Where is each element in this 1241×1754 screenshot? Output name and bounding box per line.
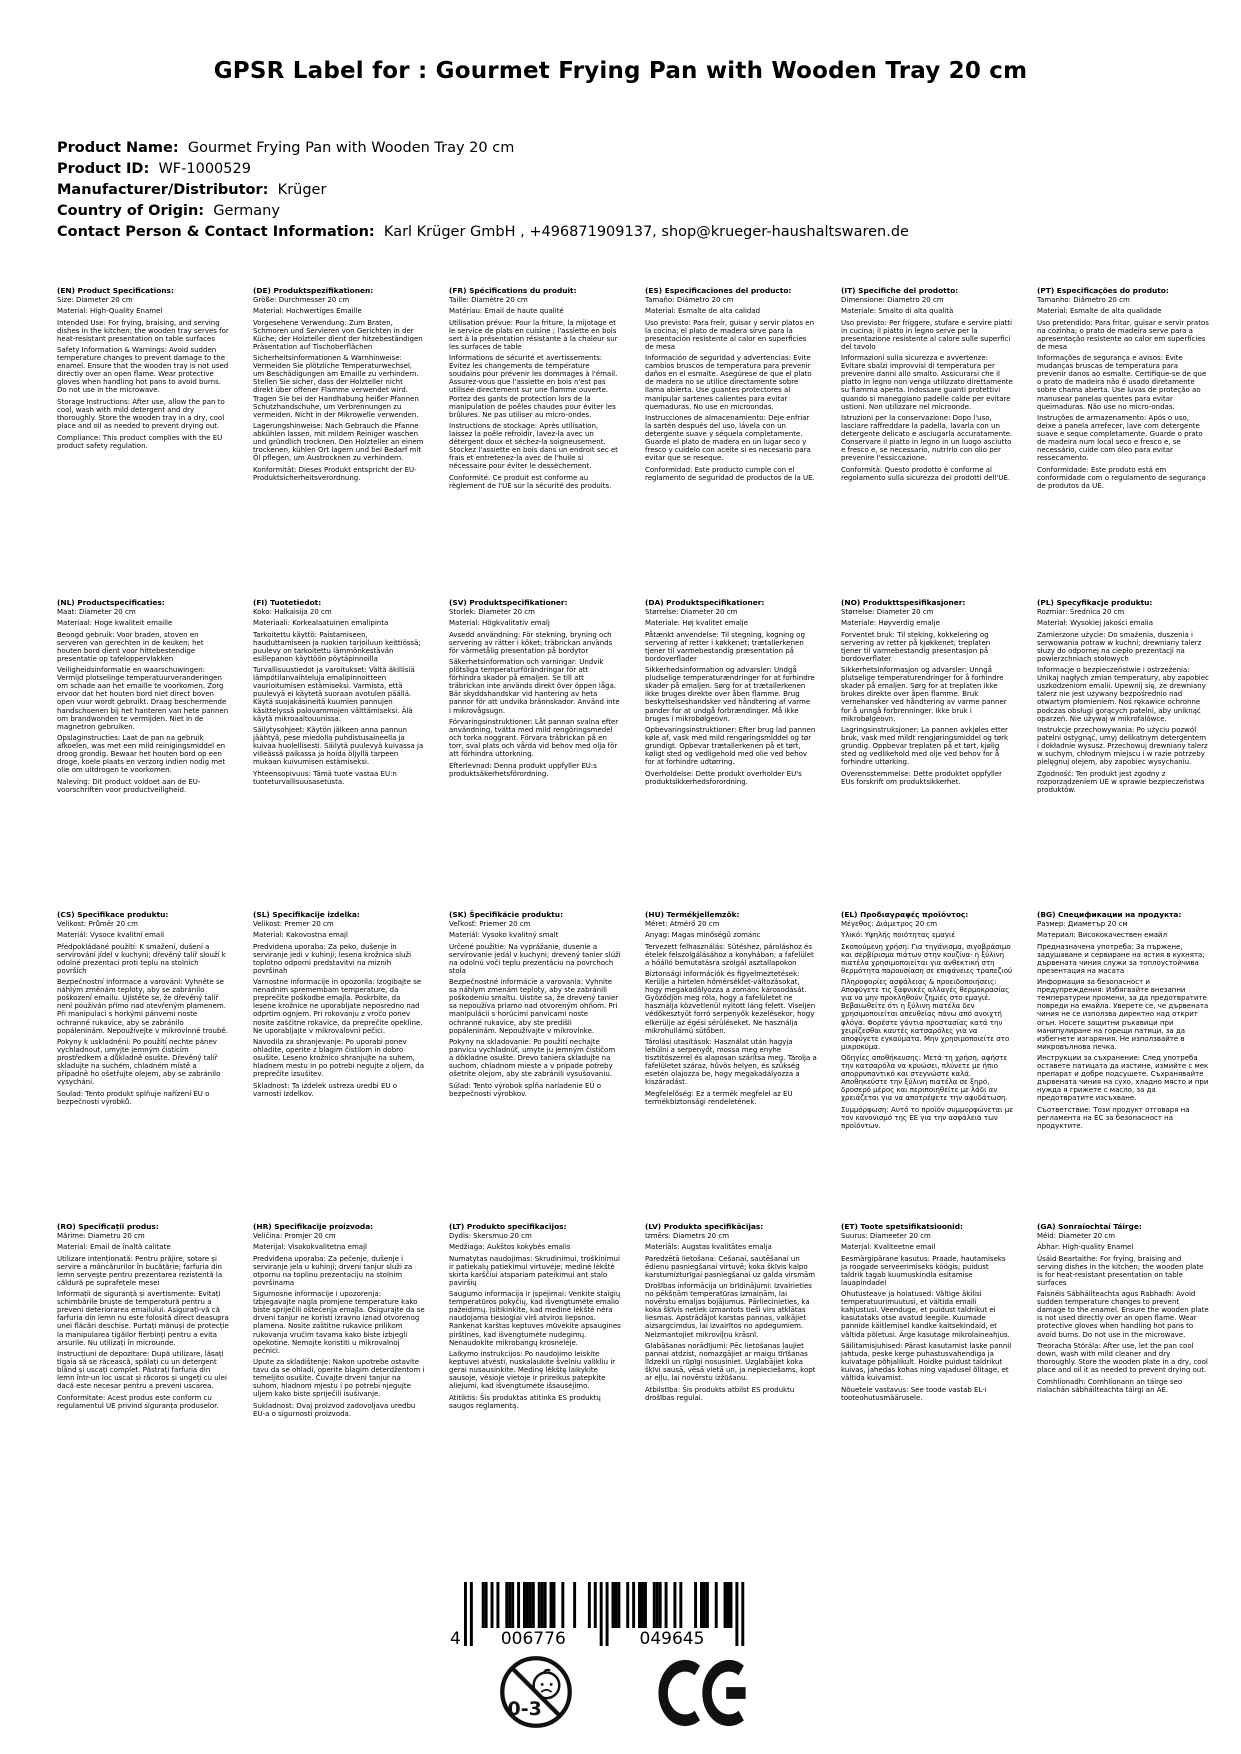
block-paragraph: Utilizare intenționată: Pentru prăjire, sotare și servire a mâncărurilor în bucătărie; farfuria din lemn servește pentru prezentarea rezistentă la căldură pe suprafețele mesei <box>57 1254 223 1287</box>
block-paragraph: Material: Esmalte de alta calidad <box>645 307 761 316</box>
block-paragraph: Säkerhetsinformation och varningar: Undvik plötsliga temperaturförändringar för att förhindra skador på emaljen. Se till att träbrickan inte används direkt över öppen låga. Bär skyddshandskar vid hantering av heta pannor för att undvika brännskador. Använd inte i mikrovågsugn. <box>449 658 620 715</box>
block-paragraph: Treoracha Stórála: After use, let the pan cool down, wash with mild cleaner and dry thoroughly. Store the wooden plate in a dry, cool place and oil it as needed to prevent drying out. <box>1037 1342 1208 1375</box>
block-header: (SL) Specifikacije izdelka: <box>253 910 360 919</box>
lang-block-el <box>841 911 1013 1223</box>
barcode-bar <box>561 1582 564 1628</box>
block-header: (DE) Produktspezifikationen: <box>253 286 374 295</box>
barcode-bar <box>573 1582 576 1628</box>
block-paragraph: Numatytas naudojimas: Skrudinimui, troškinimui ir patiekalų patiekimui virtuvėje; medinė lėkštė skirta karščiui atspariam pateikimui ant stalo paviršių <box>449 1254 620 1287</box>
block-paragraph: Beoogd gebruik: Voor braden, stoven en serveren van gerechten in de keuken; het houten bord dient voor hittebestendige presentatie op tafeloppervlakken <box>57 630 204 663</box>
product-info-row-0 <box>57 138 909 159</box>
barcode-bar <box>588 1582 591 1628</box>
barcode-bar <box>665 1582 668 1628</box>
barcode-bar <box>505 1582 508 1628</box>
block-paragraph: Информация за безопасност и предупреждения: Избягвайте внезапни температурни промени, за да предотвратите повреди на емайла. Уверете се, че дървената чиния не се използва директно над открит огън. Носете защитни ръкавици при манипулиране на горещи патици, за да избегнете изгаряния. Не използвайте в микровълнова печка. <box>1037 978 1209 1051</box>
barcode-bar <box>482 1582 485 1628</box>
block-paragraph: Información de seguridad y advertencias: Evite cambios bruscos de temperatura para prevenir daños en el esmalte. Asegúrese de que el plato de madera no se utilice directamente sobre llama abierta. Use guantes protectores al manipular sartenes calientes para evitar quemaduras. No use en microondas. <box>645 354 812 411</box>
barcode-bar <box>656 1582 659 1628</box>
barcode-bar <box>727 1582 730 1628</box>
product-info-value: Krüger <box>268 182 327 198</box>
block-header: (EL) Προδιαγραφές προϊόντος: <box>841 910 969 919</box>
block-paragraph: Biztonsági információk és figyelmeztetések: Kerülje a hirtelen hőmérséklet-változásokat, hogy megakadályozza a zománc károsodását. Győződjön meg róla, hogy a fafelületet ne használja közvetlenül nyitott láng felett. Viseljen védőkesztyűt forró serpenyők kezelésekor, hogy elkerülje az égési sérüléseket. Ne használja mikrohullámú sütőben. <box>645 970 816 1035</box>
barcode-bar <box>594 1582 597 1628</box>
language-blocks-grid <box>57 287 1233 1535</box>
block-paragraph: Rozmiar: Średnica 20 cm <box>1037 607 1125 616</box>
block-paragraph: Megfelelőség: Ez a termék megfelel az EU termékbiztonsági rendeletének. <box>645 1089 793 1106</box>
lang-block-no <box>841 599 1013 911</box>
lang-block-pt <box>1037 287 1209 599</box>
block-paragraph: Sigurnosne informacije i upozorenja: Izbjegavajte nagla promjene temperature kako biste spriječili oštećenja emajla. Osigurajte da se drveni tanjur ne koristi izravno iznad otvorenog plamena. Nosite zaštitne rukavice prilikom rukovanja vrućim tavama kako biste izbjegli opekotine. Nemojte koristiti u mikrovalnoj pećnici. <box>253 1290 425 1355</box>
barcode-bar <box>614 1582 617 1628</box>
block-header: (LT) Produkto specifikacijos: <box>449 1222 567 1231</box>
product-info <box>57 138 909 243</box>
block-paragraph: Eesmärgipärane kasutus: Praade, hautamiseks ja roogade serveerimiseks köögis; puidust taldrik tagab kuumuskindla esitamise lauapindadel <box>841 1254 1006 1287</box>
barcode-bar <box>612 1582 615 1628</box>
block-paragraph: Tamaño: Diámetro 20 cm <box>645 295 734 304</box>
block-paragraph: Säilytysohjeet: Käytön jälkeen anna pannun jäähtyä, pese miedolla puhdistusaineella ja kuivaa huolellisesti. Säilytä puulevyä kuivassa ja viileässä paikassa ja hoida öljyllä tarpeen mukaan kuivumisen estämiseksi. <box>253 726 424 767</box>
barcode-bar <box>496 1582 499 1628</box>
block-paragraph: Turvallisuustiedot ja varoitukset: Vältä äkillisiä lämpötilanvaihteluja emalipinnoitteen vaurioitumisen estämiseksi. Varmista, että puulevyä ei käytetä suoraan avotulen päällä. Käytä suojakäsineitä kuumien pannujen käsittelyssä palovammojen välttämiseksi. Älä käytä mikroaaltouunissa. <box>253 666 415 723</box>
block-paragraph: Οδηγίες αποθήκευσης: Μετά τη χρήση, αφήστε την κατσαρόλα να κρυώσει, πλύνετε με ήπιο απορρυπαντικό και στεγνώστε καλά. Αποθηκεύστε την ξύλινη πιατέλα σε ξηρό, δροσερό μέρος και περιποιηθείτε με λάδι αν χρειάζεται για να αποτρέψετε την αφυδάτωση. <box>841 1054 1008 1103</box>
block-paragraph: Инструкции за съхранение: След употреба оставете патицата да изстине, измийте с мек препарат и добре подсушете. Съхранявайте дървената чиния на сухо, хладно място и при нужда я грижете с масло, за да предотвратите изсъхване. <box>1037 1054 1209 1103</box>
block-paragraph: Istruzioni per la conservazione: Dopo l'uso, lasciare raffreddare la padella, lavarla con un detergente delicato e asciugarla accuratamente. Conservare il piatto in legno in un luogo asciutto e fresco e, se necessario, nutrirlo con olio per prevenire l'essiccazione. <box>841 414 1013 463</box>
barcode-bar <box>626 1582 629 1628</box>
block-paragraph: Materiale: Høyverdig emalje <box>841 619 940 628</box>
block-paragraph: Úsáid Beartaithe: For frying, braising and serving dishes in the kitchen; the wooden plate is for heat-resistant presentation on table surfaces <box>1037 1254 1204 1287</box>
block-paragraph: Suurus: Diameeter 20 cm <box>841 1231 931 1240</box>
block-header: (ES) Especificaciones del producto: <box>645 286 792 295</box>
barcode-bar <box>470 1582 473 1646</box>
barcode-bar <box>517 1582 520 1628</box>
block-paragraph: Υλικό: Υψηλής ποιότητας εμαγιέ <box>841 931 956 940</box>
block-paragraph: Sicherheitsinformationen & Warnhinweise: Vermeiden Sie plötzliche Temperaturwechsel, um Beschädigungen am Emaille zu verhindern. Stellen Sie sicher, dass der Holzteller nicht direkt über offener Flamme verwendet wird. Tragen Sie bei der Handhabung heißer Pfannen Schutzhandschuhe, um Verbrennungen zu vermeiden. Nicht in der Mikrowelle verwenden. <box>253 354 419 419</box>
block-paragraph: Efterlevnad: Denna produkt uppfyller EU:s produktsäkerhetsförordning. <box>449 761 597 778</box>
block-paragraph: Materiaal: Hoge kwaliteit emaille <box>57 619 173 628</box>
barcode-bar <box>600 1582 603 1646</box>
block-paragraph: Instrucțiuni de depozitare: După utilizare, lăsați tigaia să se răcească, spălați cu un detergent blând și uscați complet. Păstrați farfuria din lemn într-un loc uscat și răcoros și ungeți cu ulei dacă este necesar pentru a preveni uscarea. <box>57 1350 227 1391</box>
block-paragraph: Tamanho: Diâmetro 20 cm <box>1037 295 1130 304</box>
block-paragraph: Naleving: Dit product voldoet aan de EU-voorschriften voor productveiligheid. <box>57 777 201 794</box>
block-paragraph: Informazioni sulla sicurezza e avvertenze: Evitare sbalzi improvvisi di temperatura per prevenire danni allo smalto. Assicurarsi che il piatto in legno non venga utilizzato direttamente su fiamma aperta. Indossare guanti protettivi quando si maneggiano padelle calde per evitare ustioni. Non utilizzare nel microonde. <box>841 354 1013 411</box>
product-info-label: Country of Origin: <box>57 203 205 219</box>
block-paragraph: Material: Esmalte de alta qualidade <box>1037 307 1162 316</box>
block-paragraph: Säilitamisjuhised: Pärast kasutamist laske pannil jahtuda, peske kerge puhastusvahendiga ja kuivatage põhjalikult. Hoidke puidust taldrikut kuivas, jahedas kohas ning vajadusel õlitage, et vältida kuivamist. <box>841 1342 1012 1383</box>
block-paragraph: Material: Högkvalitativ emalj <box>449 619 550 628</box>
block-paragraph: Izmērs: Diametrs 20 cm <box>645 1231 730 1240</box>
block-paragraph: Veličina: Promjer 20 cm <box>253 1231 336 1240</box>
block-paragraph: Conformità: Questo prodotto è conforme al regolamento sulla sicurezza dei prodotti dell'UE. <box>841 465 1011 482</box>
product-info-value: Gourmet Frying Pan with Wooden Tray 20 cm <box>178 140 515 156</box>
product-info-row-1 <box>57 159 909 180</box>
lang-block-nl <box>57 599 229 911</box>
block-paragraph: Materiał: Wysokiej jakości emalia <box>1037 619 1153 628</box>
block-paragraph: Dydis: Skersmuo 20 cm <box>449 1231 532 1240</box>
barcode-bar <box>673 1582 676 1628</box>
block-paragraph: Veľkosť: Priemer 20 cm <box>449 919 531 928</box>
product-info-value: Germany <box>204 203 280 219</box>
barcode-bar <box>553 1582 556 1628</box>
block-header: (IT) Specifiche del prodotto: <box>841 286 959 295</box>
lang-block-es <box>645 287 817 599</box>
block-paragraph: Materiale: Smalto di alta qualità <box>841 307 954 316</box>
block-paragraph: Materiál: Vysoko kvalitný smalt <box>449 931 559 940</box>
barcode-bar <box>491 1582 494 1628</box>
block-paragraph: Upute za skladištenje: Nakon upotrebe ostavite tavu da se ohladi, operite blagim deterdžentom i temeljito osušite. Čuvajte drveni tanjur na suhom, hladnom mjestu i po potrebi njegujte uljem kako biste spriječili isušivanje. <box>253 1358 425 1399</box>
block-paragraph: Varnostne informacije in opozorila: Izogibajte se nenadnim spremembam temperature, da preprečite poškodbe emajla. Poskrbite, da lesene krožnice ne uporabljate neposredno nad odprtim ognjem. Pri rokovanju z vročo ponev nosite zaščitne rokavice, da preprečite opekline. Ne uporabljajte v mikrovalovni pečici. <box>253 978 423 1035</box>
block-header: (FI) Tuotetiedot: <box>253 598 322 607</box>
lang-block-cs <box>57 911 229 1223</box>
block-paragraph: Съответствие: Този продукт отговаря на регламента на ЕС за безопасност на продуктите. <box>1037 1106 1190 1131</box>
block-paragraph: Taille: Diamètre 20 cm <box>449 295 528 304</box>
block-paragraph: Πληροφορίες ασφάλειας & προειδοποιήσεις: Αποφύγετε τις ξαφνικές αλλαγές θερμοκρασίας για να μην προκληθούν ζημιές στο εμαγιέ. Βεβαιωθείτε ότι η ξύλινη πιατέλα δεν χρησιμοποιείται απευθείας πάνω από ανοιχτή φλόγα. Φορέστε γάντια προστασίας κατά την χειρίζεσθαι καυτές κατσαρόλες για να αποφύγετε εγκαύματα. Μην χρησιμοποιείτε στο μικροκύμα. <box>841 978 1010 1051</box>
block-paragraph: Conformitate: Acest produs este conform cu regulamentul UE privind siguranța produselor. <box>57 1393 219 1410</box>
block-paragraph: Conformidade: Este produto está em conformidade com o regulamento de segurança de produtos da UE. <box>1037 465 1206 490</box>
block-paragraph: Faisnéis Sábháilteachta agus Rabhadh: Avoid sudden temperature changes to prevent damage to the enamel. Ensure the wooden plate is not used directly over an open flame. Wear protective gloves when handling hot pans to avoid burns. Do not use in the microwave. <box>1037 1290 1209 1339</box>
block-paragraph: Storlek: Diameter 20 cm <box>449 607 535 616</box>
block-header: (SK) Špecifikácie produktu: <box>449 910 564 919</box>
block-paragraph: Atitiktis: Šis produktas atitinka ES produktų saugos reglamentą. <box>449 1393 601 1410</box>
lang-block-fr <box>449 287 621 599</box>
block-paragraph: Predvidena uporaba: Za peko, dušenje in serviranje jedi v kuhinji; lesena krožnica služi toplotno odporni predstavitvi na miznih površinah <box>253 942 412 975</box>
block-paragraph: Intended Use: For frying, braising, and serving dishes in the kitchen; the wooden tray serves for heat-resistant presentation on table surfaces <box>57 318 229 343</box>
block-paragraph: Veiligheidsinformatie en waarschuwingen: Vermijd plotselinge temperatuurveranderingen om schade aan het emaille te voorkomen. Zorg ervoor dat het houten bord niet direct boven open vuur wordt gebruikt. Draag beschermende handschoenen bij het hanteren van hete pannen om brandwonden te vermijden. Niet in de magnetron gebruiken. <box>57 666 229 731</box>
block-header: (NL) Productspecificaties: <box>57 598 165 607</box>
block-paragraph: Conformidad: Este producto cumple con el reglamento de seguridad de productos de la UE. <box>645 465 815 482</box>
block-paragraph: Comhlíonadh: Comhlíonann an táirge seo rialachán sábháilteachta táirgí an AE. <box>1037 1377 1183 1394</box>
block-paragraph: Uso pretendido: Para fritar, guisar e servir pratos na cozinha; o prato de madeira serve para a apresentação resistente ao calor em superfícies de mesa <box>1037 318 1209 351</box>
product-info-label: Product Name: <box>57 140 179 156</box>
block-paragraph: Ábhar: High-quality Enamel <box>1037 1243 1134 1252</box>
block-paragraph: Pokyny na skladovanie: Po použití nechajte panvicu vychladnúť, umyte ju jemným čističom a dôkladne osušte. Drevo taniera skladujte na suchom, chladnom mieste a v prípade potreby ošetrite olejom, aby ste zabránili vysušovaniu. <box>449 1038 616 1079</box>
block-paragraph: Nõuetele vastavus: See toode vastab EL-i tooteohutusmäärusele. <box>841 1385 987 1402</box>
barcode-bar <box>632 1582 635 1628</box>
barcode-bar <box>544 1582 547 1628</box>
block-paragraph: Материал: Висококачествен емайл <box>1037 931 1168 940</box>
block-paragraph: Ohutusteave ja hoiatused: Vältige äkilisi temperatuurimuutusi, et vältida emaili kahjustusi. Veenduge, et puidust taldrikut ei kasutataks otse avatud leegile. Kuumade pannide käitlemisel kandke kaitsekindaid, et vältida põletusi. Ärge kasutage mikrolaineahjus. <box>841 1290 1010 1339</box>
block-paragraph: Materiaali: Korkealaatuinen emalipinta <box>253 619 389 628</box>
block-paragraph: Velikost: Premer 20 cm <box>253 919 334 928</box>
product-info-value: WF-1000529 <box>149 161 251 177</box>
lang-block-hr <box>253 1223 425 1535</box>
product-info-row-2 <box>57 180 909 201</box>
block-paragraph: Overensstemmelse: Dette produktet oppfyller EUs forskrift om produktsikkerhet. <box>841 769 1003 786</box>
lang-block-sk <box>449 911 621 1223</box>
block-paragraph: Instruções de armazenamento: Após o uso, deixe a panela arrefecer, lave com detergente suave e seque completamente. Guarde o prato de madeira num local seco e fresco e, se necessário, cuide com óleo para evitar ressecamento. <box>1037 414 1203 463</box>
barcode-bar <box>694 1582 697 1628</box>
barcode-bar <box>508 1582 511 1628</box>
barcode-bar <box>641 1582 644 1628</box>
block-paragraph: Förvaringsinstruktioner: Låt pannan svalna efter användning, tvätta med mild rengöringsmedel och torka noggrant. Förvara träbrickan på en torr, sval plats och vårda vid behov med olja för att förhindra uttorkning. <box>449 718 619 759</box>
block-paragraph: Materjal: Kvaliteetne email <box>841 1243 936 1252</box>
block-header: (HR) Specifikacije proizvoda: <box>253 1222 374 1231</box>
block-paragraph: Bezpečnostní informace a varování: Vyhněte se náhlým změnám teploty, aby se zabránilo poškození emailu. Ujistěte se, že dřevěný talíř není používán přímo nad otevřeným plamenem. Při manipulaci s horkými pánvemi noste ochranné rukavice, aby se zabránilo popáleninám. Nepoužívejte v mikrovlnné troubě. <box>57 978 228 1035</box>
block-paragraph: Matériau: Émail de haute qualité <box>449 307 564 316</box>
block-paragraph: Påtænkt anvendelse: Til stegning, kogning og servering af retter i køkkenet; trætallerkenen tjener til varmebestandig præsentation på bordoverflader <box>645 630 805 663</box>
block-paragraph: Størrelse: Diameter 20 cm <box>645 607 738 616</box>
product-info-label: Contact Person & Contact Information: <box>57 224 375 240</box>
lang-block-fi <box>253 599 425 911</box>
block-paragraph: Drošības informācija un brīdinājumi: Izvairieties no pēkšņām temperatūras izmaiņām, lai novērstu emaljas bojājumus. Pārliecinieties, ka koka šķīvis netiek izmantots tieši virs atklātas liesmas. Apstrādājot karstas pannas, valkājiet aizsargcimdus, lai izvairītos no apdegumiem. Neizmantojiet mikroviļņu krāsnī. <box>645 1282 812 1339</box>
block-header: (PL) Specyfikacje produktu: <box>1037 598 1153 607</box>
block-paragraph: Storage Instructions: After use, allow the pan to cool, wash with mild detergent and dry thoroughly. Store the wooden tray in a dry, cool place and oil as needed to prevent drying out. <box>57 398 225 431</box>
block-paragraph: Lagerungshinweise: Nach Gebrauch die Pfanne abkühlen lassen, mit mildem Reiniger waschen und gründlich trocknen. Den Holzteller an einem trockenen, kühlen Ort lagern und bei Bedarf mit Öl pflegen, um Austrocknen zu verhindern. <box>253 422 424 463</box>
barcode-bar <box>703 1582 706 1628</box>
block-paragraph: Materiale: Høj kvalitet emalje <box>645 619 749 628</box>
block-paragraph: Material: Kakovostna emajl <box>253 931 348 940</box>
block-paragraph: Súlad: Tento výrobok spĺňa nariadenie EÚ o bezpečnosti výrobkov. <box>449 1081 602 1098</box>
block-paragraph: Forventet bruk: Til steking, kokkelering og servering av retter på kjøkkenet; treplaten tjener til varmebestandig presentasjon på bordoverflater <box>841 630 991 663</box>
lang-block-sv <box>449 599 621 911</box>
block-paragraph: Materijal: Visokokvalitetna emajl <box>253 1243 367 1252</box>
block-paragraph: Μέγεθος: Διάμετρος 20 cm <box>841 919 938 928</box>
page-title: GPSR Label for : Gourmet Frying Pan with Wooden Tray 20 cm <box>213 58 1028 84</box>
product-info-label: Product ID: <box>57 161 150 177</box>
block-paragraph: Utilisation prévue: Pour la friture, la mijotage et le service de plats en cuisine ; l'assiette en bois sert à la présentation résistante à la chaleur sur les surfaces de table <box>449 318 618 351</box>
ce-letter-c <box>663 1666 697 1720</box>
barcode-bar <box>715 1582 718 1628</box>
block-paragraph: Uso previsto: Per friggere, stufare e servire piatti in cucina; il piatto in legno serve per la presentazione resistente al calore sulle superfici del tavolo <box>841 318 1013 351</box>
barcode-bar <box>735 1582 738 1646</box>
age-range-label: 0-3 <box>507 1697 542 1720</box>
ean-barcode-svg <box>448 1582 748 1648</box>
block-paragraph: Размер: Диаметър 20 см <box>1037 919 1128 928</box>
barcode-bar <box>644 1582 647 1628</box>
product-info-row-3 <box>57 201 909 222</box>
barcode-bar <box>529 1582 532 1628</box>
block-paragraph: Sukladnost: Ovaj proizvod zadovoljava uredbu EU-a o sigurnosti proizvoda. <box>253 1401 416 1418</box>
block-paragraph: Instrucciones de almacenamiento: Deje enfriar la sartén después del uso, lávela con un detergente suave y séquela completamente. Guarde el plato de madera en un lugar seco y fresco y cuídelo con aceite si es necesario para evitar que se reseque. <box>645 414 811 463</box>
block-header: (HU) Termékjellemzők: <box>645 910 740 919</box>
barcode-bar <box>541 1582 544 1628</box>
block-paragraph: Pokyny k uskladnění: Po použití nechte pánev vychladnout, umyjte jemným čisticím prostředkem a důkladně osušte. Dřevěný talíř skladujte na suchém, chladném místě a případně ho ošetřujte olejem, aby se zabránilo vysychání. <box>57 1038 221 1087</box>
age-warning-0-3-icon <box>498 1654 574 1734</box>
lang-block-lv <box>645 1223 817 1535</box>
lang-block-pl <box>1037 599 1209 911</box>
block-paragraph: Materiāls: Augstas kvalitātes emalja <box>645 1243 772 1252</box>
lang-block-et <box>841 1223 1013 1535</box>
lang-block-lt <box>449 1223 621 1535</box>
barcode-bar <box>638 1582 641 1628</box>
barcode-bar <box>511 1582 514 1628</box>
barcode-bar <box>532 1582 535 1628</box>
block-paragraph: Vorgesehene Verwendung: Zum Braten, Schmoren und Servieren von Gerichten in der Küche; der Holzteller dient der hitzebeständigen Präsentation auf Tischoberflächen <box>253 318 423 351</box>
block-header: (PT) Especificações do produto: <box>1037 286 1169 295</box>
block-paragraph: Glabāšanas norādījumi: Pēc lietošanas ļaujiet pannai atdzist, nomazgājiet ar maigu tīrīšanas līdzekli un rūpīgi nosusiniet. Uzglabājiet koka šķīvi sausā, vēsā vietā un, ja nepieciešams, kopt ar eļļu, lai novērstu izžūšanu. <box>645 1342 816 1383</box>
barcode-bar <box>538 1582 541 1628</box>
block-paragraph: Størrelse: Diameter 20 cm <box>841 607 934 616</box>
product-info-label: Manufacturer/Distributor: <box>57 182 269 198</box>
lang-block-de <box>253 287 425 599</box>
block-paragraph: Tarkoitettu käyttö: Paistamiseen, hauduttamiseen ja ruokien tarjoiluun keittiössä; puulevy on tarkoitettu lämmönkestävän esillepanon käyttöön pöytäpinnoilla <box>253 630 421 663</box>
block-paragraph: Yhteensopivuus: Tämä tuote vastaa EU:n tuoteturvallisuusasetusta. <box>253 769 397 786</box>
block-paragraph: Material: High-Quality Enamel <box>57 307 163 316</box>
block-paragraph: Koko: Halkaisija 20 cm <box>253 607 332 616</box>
barcode-digits-right: 049645 <box>639 1629 705 1648</box>
block-paragraph: Συμμόρφωση: Αυτό το προϊόν συμμορφώνεται με τον κανονισμό της ΕΕ για την ασφάλεια των προϊόντων. <box>841 1106 1014 1131</box>
block-paragraph: Zamierzone użycie: Do smażenia, duszenia i serwowania potraw w kuchni; drewniany talerz służy do odpornej na ciepło prezentacji na powierzchniach stołowych <box>1037 630 1202 663</box>
barcode-bar <box>464 1582 467 1646</box>
block-paragraph: Instructions de stockage: Après utilisation, laissez la poêle refroidir, lavez-la avec un détergent doux et séchez-la soigneusement. Stockez l'assiette en bois dans un endroit sec et frais et entretenez-la avec de l'huile si nécessaire pour éviter le dessèchement. <box>449 422 618 471</box>
block-paragraph: Materiál: Vysoce kvalitní email <box>57 931 165 940</box>
barcode-bar <box>526 1582 529 1628</box>
lang-block-sl <box>253 911 425 1223</box>
block-paragraph: Atbilstība: Šis produkts atbilst ES produktu drošības regulai. <box>645 1385 795 1402</box>
lang-block-it <box>841 287 1013 599</box>
block-paragraph: Informações de segurança e avisos: Evite mudanças bruscas de temperatura para prevenir danos ao esmalte. Certifique-se de que o prato de madeira não é usado diretamente sobre chama aberta. Use luvas de proteção ao manusear panelas quentes para evitar queimaduras. Não use no micro-ondas. <box>1037 354 1207 411</box>
barcode-bar <box>523 1582 526 1628</box>
block-paragraph: Dimensione: Diametro 20 cm <box>841 295 944 304</box>
block-paragraph: Uso previsto: Para freír, guisar y servir platos en la cocina; el plato de madera sirve para la presentación resistente al calor en superficies de mesa <box>645 318 815 351</box>
barcode-bar <box>550 1582 553 1628</box>
block-paragraph: Opslaginstructies: Laat de pan na gebruik afkoelen, was met een mild reinigingsmiddel en droog grondig. Bewaar het houten bord op een droge, koele plaats en verzorg indien nodig met olie om uitdrogen te voorkomen. <box>57 734 226 775</box>
block-paragraph: Anyag: Magas minőségű zománc <box>645 931 761 940</box>
block-paragraph: Velikost: Průměr 20 cm <box>57 919 138 928</box>
block-paragraph: Conformité: Ce produit est conforme au règlement de l'UE sur la sécurité des produits. <box>449 473 612 490</box>
block-paragraph: Size: Diameter 20 cm <box>57 295 133 304</box>
block-paragraph: Určené použitie: Na vyprážanie, dusenie a servírovanie jedál v kuchyni; drevený tanier slúži na odolnú voči teplu prezentáciu na povrchoch stola <box>449 942 621 975</box>
product-info-row-4 <box>57 222 909 243</box>
barcode-digits-left: 006776 <box>500 1629 566 1648</box>
block-paragraph: Paredzētā lietošana: Cešanai, sautēšanai un ēdienu pasniegšanai virtuvē; koka šķīvis kalpo karstumizturīgai pasniegšanai uz galda virsmām <box>645 1254 816 1279</box>
block-header: (BG) Спецификации на продукта: <box>1037 910 1182 919</box>
block-paragraph: Méret: Átmérő 20 cm <box>645 919 720 928</box>
barcode-bar <box>617 1582 620 1628</box>
block-paragraph: Mărime: Diametru 20 cm <box>57 1231 145 1240</box>
lang-block-en <box>57 287 229 599</box>
block-header: (ET) Toote spetsifikatsioonid: <box>841 1222 963 1231</box>
lang-block-bg <box>1037 911 1209 1223</box>
block-paragraph: Größe: Durchmesser 20 cm <box>253 295 350 304</box>
barcode-bar <box>659 1582 662 1628</box>
block-paragraph: Informacje o bezpieczeństwie i ostrzeżenia: Unikaj nagłych zmian temperatury, aby zapobiec uszkodzeniom emalii. Upewnij się, że drewniany talerz nie jest używany bezpośrednio nad otwartym płomieniem. Noś rękawice ochronne podczas obsługi gorących patelni, aby uniknąć oparzeń. Nie używaj w mikrofalówce. <box>1037 666 1209 723</box>
block-paragraph: Safety Information & Warnings: Avoid sudden temperature changes to prevent damage to the enamel. Ensure that the wooden tray is not used directly over an open flame. Wear protective gloves when handling hot pans to avoid burns. Do not use in the microwave. <box>57 346 229 395</box>
block-header: (CS) Specifikace produktu: <box>57 910 169 919</box>
block-paragraph: Sikkerhedsinformation og advarsler: Undgå pludselige temperaturændringer for at forhindre skader på emaljen. Sørg for at trætallerkenen ikke bruges direkte over åben flamme. Brug beskyttelseshandsker ved håndtering af varme pander for at undgå forbrændinger. Må ikke bruges i mikrobølgeovn. <box>645 666 815 723</box>
block-paragraph: Σκοπούμενη χρήση: Για τηγάνισμα, σιγοβράσιμο και σερβίρισμα πιάτων στην κουζίνα· η ξύλινη πιατέλα χρησιμοποιείται για ανθεκτική στη θερμότητα παρουσίαση σε επιφάνειες τραπεζιού <box>841 942 1013 975</box>
block-paragraph: Laikymo instrukcijos: Po naudojimo leiskite keptuvei atvėsti, nuskalaukite švelniu valikliu ir gerai nusausinkite. Medinę lėkštę laikykite sausoje, vėsioje vietoje ir prireikus patepkite aliejumi, kad išvengtumėte išsausėjimo. <box>449 1350 616 1391</box>
block-header: (DA) Produktspecifikationer: <box>645 598 765 607</box>
ce-mark-icon <box>656 1658 750 1732</box>
lang-block-da <box>645 599 817 911</box>
block-paragraph: Navodila za shranjevanje: Po uporabi ponev ohladite, operite z blagim čistilom in dobro osušite. Leseno krožnico shranjujte na suhem, hladnem mestu in po potrebi negujte z oljem, da preprečite izsušitev. <box>253 1038 424 1079</box>
lang-block-ro <box>57 1223 229 1535</box>
barcode-bar <box>724 1582 727 1628</box>
block-paragraph: Soulad: Tento produkt splňuje nařízení EU o bezpečnosti výrobků. <box>57 1089 210 1106</box>
lang-block-hu <box>645 911 817 1223</box>
block-paragraph: Avsedd användning: För stekning, bryning och servering av rätter i köket; träbrickan används för värmetålig presentation på bordytor <box>449 630 613 655</box>
block-paragraph: Saugumo informacija ir įspėjimai: Venkite staigių temperatūros pokyčių, kad išvengtumėte emalio pažeidimų. Įsitikinkite, kad medinė lėkštė nėra naudojama tiesiogiai virš atviros liepsnos. Rankenat karštas keptuves mūvėkite apsaugines pirštines, kad išvengtumėte nudegimų. Nenaudokite mikrobangų krosnelėje. <box>449 1290 621 1347</box>
block-paragraph: Material: Email de înaltă calitate <box>57 1243 171 1252</box>
block-paragraph: Zgodność: Ten produkt jest zgodny z rozporządzeniem UE w sprawie bezpieczeństwa produktów. <box>1037 769 1205 794</box>
block-paragraph: Tervezett felhasználás: Sütéshez, pároláshoz és ételek felszolgálásához a konyhában; a fafelület a hőálló bemutatásra szolgál asztallapokon <box>645 942 814 967</box>
block-paragraph: Informations de sécurité et avertissements: Évitez les changements de température soudains pour prévenir les dommages à l'émail. Assurez-vous que l'assiette en bois n'est pas utilisée directement sur une flamme ouverte. Portez des gants de protection lors de la manipulation de poêles chaudes pour éviter les brûlures. Ne pas utiliser au micro-ondes. <box>449 354 618 419</box>
barcode-bar <box>700 1582 703 1628</box>
block-paragraph: Predviđena uporaba: Za pečenje, dušenje i serviranje jela u kuhinji; drveni tanjur služi za otpornu na toplinu prezentaciju na stolnim površinama <box>253 1254 413 1287</box>
block-paragraph: Předpokládané použití: K smažení, dušení a servírování jídel v kuchyni; dřevěný talíř slouží k odolné prezentaci proti teplu na stolních površích <box>57 942 226 975</box>
block-paragraph: Bezpečnostné informácie a varovania: Vyhnite sa náhlym zmenám teploty, aby ste zabránili poškodeniu smaltu. Uistite sa, že drevený tanier sa nepoužíva priamo nad otvoreným ohňom. Pri manipulácii s horúcimi panvicami noste ochranné rukavice, aby ste predišli popáleninám. Nepoužívajte v mikrovlnke. <box>449 978 619 1035</box>
block-paragraph: Maat: Diameter 20 cm <box>57 607 136 616</box>
block-paragraph: Lagringsinstruksjoner: La pannen avkjøles etter bruk, vask med mildt rengjøringsmiddel og tørk grundig. Oppbevar treplaten på et tørt, kjølig sted og vedlikehold med olje ved behov for å forhindre uttørking. <box>841 726 1009 767</box>
block-paragraph: Предназначена употреба: За пържене, задушаване и сервиране на ястия в кухнята; дървената чиния служи за топлоустойчива презентация на масата <box>1037 942 1205 975</box>
barcode-bar <box>706 1582 709 1628</box>
block-header: (GA) Sonraíochtaí Táirge: <box>1037 1222 1142 1231</box>
block-header: (FR) Spécifications du produit: <box>449 286 577 295</box>
barcode-bar <box>485 1582 488 1628</box>
barcode-bar <box>730 1582 733 1628</box>
barcode-digit-first: 4 <box>450 1629 461 1648</box>
barcode-bar <box>606 1582 609 1646</box>
block-paragraph: Material: Hochwertiges Emaille <box>253 307 362 316</box>
block-paragraph: Opbevaringsinstruktioner: Efter brug lad pannen køle af, vask med mild rengøringsmiddel og tør grundigt. Opbevar trætallerkenen på et tørt, køligt sted og vedligehold med olie ved behov for at forhindre udtørring. <box>645 726 816 767</box>
block-paragraph: Instrukcje przechowywania: Po użyciu pozwól patelni ostygnąć, umyj delikatnym detergentem i dokładnie wysusz. Przechowuj drewniany talerz w suchym, chłodnym miejscu i w razie potrzeby pielęgnuj olejem, aby zapobiec wysychaniu. <box>1037 726 1208 767</box>
block-paragraph: Informații de siguranță și avertismente: Evitați schimbările bruște de temperatură pentru a preveni deteriorarea emailului. Asigurați-vă că farfuria din lemn nu este folosită direct deasupra unei flăcări deschise. Purtați mănuși de protecție la manipularea tigăilor fierbinți pentru a evita arsurile. Nu utilizați în microunde. <box>57 1290 229 1347</box>
block-header: (RO) Specificații produs: <box>57 1222 159 1231</box>
block-paragraph: Overholdelse: Dette produkt overholder EU's produktsikkerhedsforordning. <box>645 769 802 786</box>
barcode-bar <box>679 1582 682 1628</box>
block-header: (LV) Produkta specifikācijas: <box>645 1222 764 1231</box>
lang-block-ga <box>1037 1223 1209 1535</box>
product-info-value: Karl Krüger GmbH , +496871909137, shop@krueger-haushaltswaren.de <box>374 224 909 240</box>
block-header: (NO) Produkttspesifikasjoner: <box>841 598 966 607</box>
block-header: (EN) Product Specifications: <box>57 286 174 295</box>
block-paragraph: Medžiaga: Aukštos kokybės emalis <box>449 1243 571 1252</box>
block-paragraph: Sikkerhetsinformasjon og advarsler: Unngå plutselige temperaturendringer for å forhindre skader på emaljen. Sørg for at treplaten ikke brukes direkte over åpen flamme. Bruk vernehansker ved håndtering av varme panner for å unngå forbrenninger. Ikke bruk i mikrobølgeovn. <box>841 666 1007 723</box>
block-paragraph: Konformität: Dieses Produkt entspricht der EU-Produktsicherheitsverordnung. <box>253 465 417 482</box>
block-header: (SV) Produktspecifikationer: <box>449 598 568 607</box>
block-paragraph: Méid: Diameter 20 cm <box>1037 1231 1116 1240</box>
ean-barcode <box>448 1582 748 1648</box>
block-paragraph: Tárolási utasítások: Használat után hagyja lehűlni a serpenyőt, mossa meg enyhe tisztítószerrel és alaposan szárítsa meg. Tárolja a fafelületet száraz, hűvös helyen, és szükség esetén olajozza be, hogy megakadályozza a kiszáradást. <box>645 1038 817 1087</box>
block-paragraph: Skladnost: Ta izdelek ustreza uredbi EU o varnosti izdelkov. <box>253 1081 398 1098</box>
barcode-bar <box>653 1582 656 1628</box>
block-paragraph: Compliance: This product complies with the EU product safety regulation. <box>57 433 223 450</box>
barcode-bar <box>741 1582 744 1646</box>
